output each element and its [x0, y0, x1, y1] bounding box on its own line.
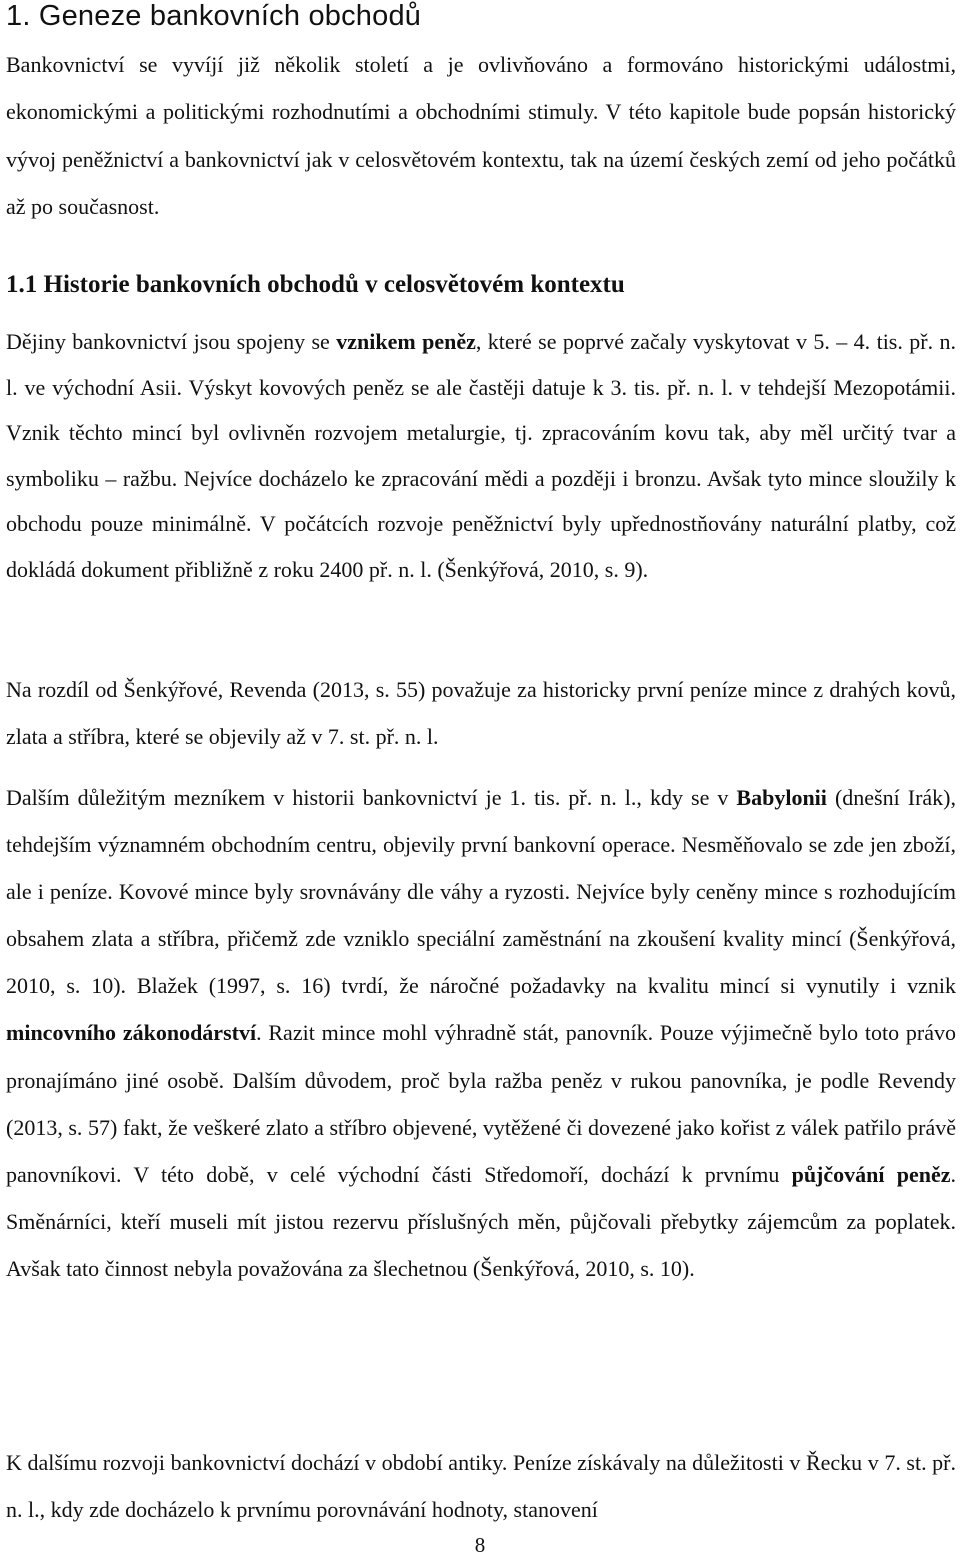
text-run: Dalším důležitým mezníkem v historii bankovnictví je 1. tis. př. n. l., kdy se v — [6, 785, 737, 810]
text-run: (dnešní Irák), tehdejším významném obchodním centru, objevily první bankovní operace. Nesměňovalo se zde jen zboží, ale i peníze. Kovové mince byly srovnávány dle váhy a ryzosti. Nejvíce byly ceněny mince s rozhodujícím obsahem zlata a stříbra, přičemž zde vzniklo speciální zaměstnání na zkoušení kvality mincí (Šenkýřová, 2010, s. 10). Blažek (1997, s. 16) tvrdí, že náročné požadavky na kvalitu mincí si vynutily i vznik — [6, 785, 956, 999]
text-run: . Směnárníci, kteří museli mít jistou rezervu příslušných měn, půjčovali přebytky zájemcům za poplatek. Avšak tato činnost nebyla považována za šlechetnou (Šenkýřová, 2010, s. 10). — [6, 1161, 956, 1281]
bold-term-babylonie: Babylonii — [736, 785, 827, 810]
paragraph-revenda: Na rozdíl od Šenkýřové, Revenda (2013, s. 55) považuje za historicky první peníze mince z drahých kovů, zlata a stříbra, které se objevily až v 7. st. př. n. l. — [6, 677, 956, 750]
text-run: Dějiny bankovnictví jsou spojeny se — [6, 329, 337, 354]
chapter-title: 1. Geneze bankovních obchodů — [6, 0, 422, 32]
intro-paragraph: Bankovnictví se vyvíjí již několik století a je ovlivňováno a formováno historickými událostmi, ekonomickými a politickými rozhodnutími a obchodními stimuly. V této kapitole bude popsán historický vývoj peněžnictví a bankovnictví jak v celosvětovém kontextu, tak na území českých zemí od jeho počátků až po současnost. — [6, 52, 956, 219]
text-run: . Razit mince mohl výhradně stát, panovník. Pouze výjimečně bylo toto právo pronajímáno jiné osobě. Dalším důvodem, proč byla ražba peněz v rukou panovníka, je podle Revendy (2013, s. 57) fakt, že veškeré zlato a stříbro objevené, vytěžené či dovezené jako kořist z válek patřilo právě panovníkovi. V této době, v celé východní části Středomoří, dochází k prvnímu — [6, 1020, 956, 1187]
paragraph-babylonia — [6, 774, 956, 1292]
paragraph-antiquity: K dalšímu rozvoji bankovnictví dochází v období antiky. Peníze získávaly na důležitosti v Řecku v 7. st. př. n. l., kdy zde docházelo k prvnímu porovnávání hodnoty, stanovení — [6, 1450, 956, 1523]
text-run: , které se poprvé začaly vyskytovat v 5. – 4. tis. př. n. l. ve východní Asii. Výskyt kovových peněz se ale častěji datuje k 3. tis. př. n. l. v tehdejší Mezopotámii. Vznik těchto mincí byl ovlivněn rozvojem metalurgie, tj. zpracováním kovu tak, aby měl určitý tvar a symboliku – ražbu. Nejvíce docházelo ke zpracování mědi a později i bronzu. Avšak tyto mince sloužily k obchodu pouze minimálně. V počátcích rozvoje peněžnictví byly upřednostňovány naturální platby, což dokládá dokument přibližně z roku 2400 př. n. l. (Šenkýřová, 2010, s. 9). — [6, 329, 957, 582]
bold-term-pujcovani-penez: půjčování peněz — [791, 1161, 951, 1187]
bold-term-mincovni-zakonodarstvi: mincovního zákonodárství — [6, 1020, 257, 1046]
page-number: 8 — [474, 1533, 486, 1557]
paragraph-origin-of-money — [6, 319, 956, 593]
bold-term-vznik-penez: vznikem peněz — [336, 329, 476, 354]
section-title: 1.1 Historie bankovních obchodů v celosvětovém kontextu — [6, 271, 625, 298]
